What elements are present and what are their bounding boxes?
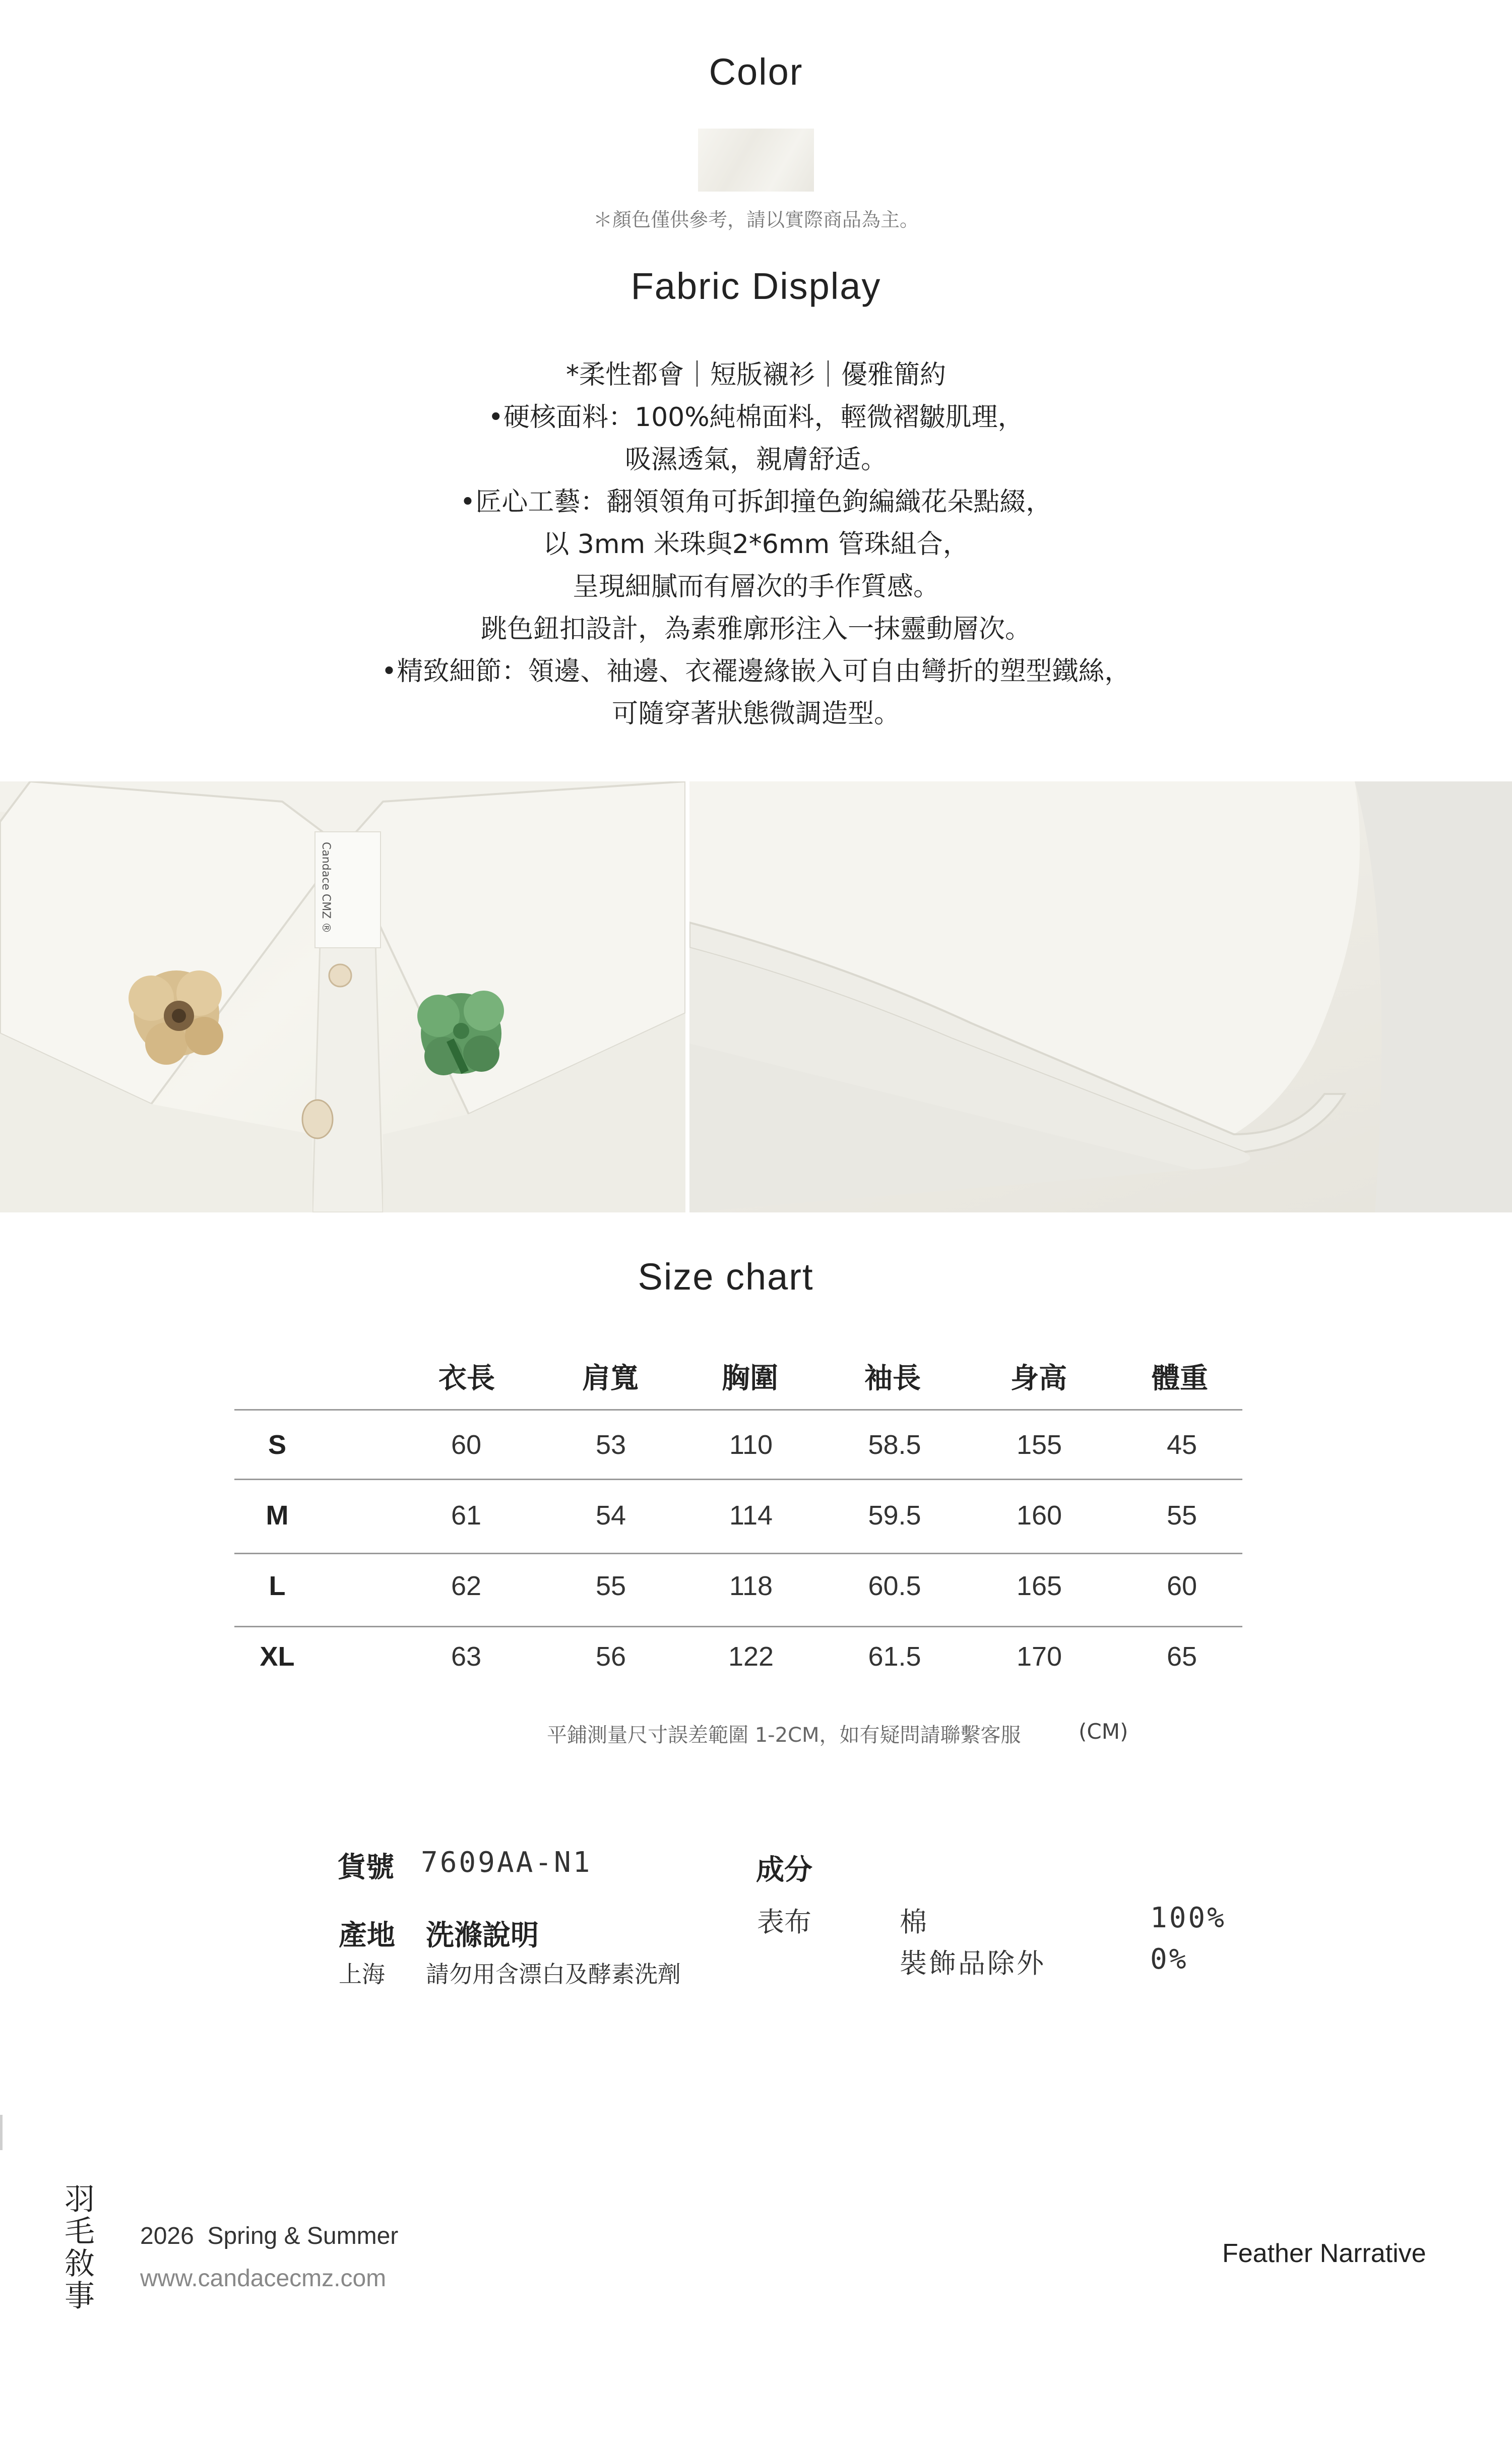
table-divider	[234, 1479, 1242, 1480]
header-sleeve: 袖長	[864, 1362, 921, 1395]
table-cell: 122	[728, 1641, 774, 1672]
color-swatch[interactable]	[698, 129, 814, 192]
size-label: XL	[260, 1641, 295, 1672]
table-cell: 45	[1166, 1430, 1198, 1460]
material-name: 棉	[900, 1906, 927, 1938]
color-note: ＊顏色僅供參考，請以實際商品為主。	[593, 209, 919, 231]
table-cell: 65	[1166, 1641, 1198, 1672]
material-name: 裝飾品除外	[900, 1947, 1046, 1979]
table-row	[0, 1641, 1512, 1676]
composition-label: 成分	[756, 1854, 812, 1886]
table-divider	[234, 1626, 1242, 1627]
fabric-label: 表布	[757, 1906, 811, 1938]
table-cell: 61	[451, 1500, 482, 1531]
material-pct: 100%	[1150, 1902, 1226, 1934]
footer-left-edge-mark	[0, 2115, 3, 2150]
neck-label-text: Candace CMZ ®	[320, 842, 332, 934]
wash-value: 請勿用含漂白及酵素洗劑	[426, 1961, 681, 1988]
table-cell: 53	[595, 1430, 626, 1460]
table-cell: 160	[1016, 1500, 1062, 1531]
table-cell: 59.5	[868, 1500, 921, 1531]
size-label: L	[269, 1571, 286, 1601]
table-cell: 165	[1016, 1571, 1062, 1601]
material-pct: 0%	[1150, 1943, 1188, 1976]
fabric-description	[0, 354, 1512, 735]
table-cell: 114	[729, 1500, 773, 1531]
fabric-line: 吸濕透氣，親膚舒适。	[624, 445, 887, 475]
table-cell: 60	[1166, 1571, 1198, 1601]
table-cell: 56	[595, 1641, 626, 1672]
size-chart-note: 平鋪測量尺寸誤差範圍 1-2CM，如有疑問請聯繫客服	[547, 1724, 1021, 1747]
table-cell: 60	[451, 1430, 482, 1460]
hem-illustration	[689, 781, 1512, 1212]
table-cell: 58.5	[868, 1430, 921, 1460]
series-english-title: Feather Narrative	[1222, 2239, 1426, 2268]
header-height: 身高	[1011, 1362, 1067, 1395]
collar-detail-photo	[0, 781, 685, 1212]
season-text: 2026 Spring & Summer	[140, 2223, 399, 2249]
hem-detail-photo	[689, 781, 1512, 1212]
origin-label: 產地	[339, 1919, 395, 1952]
fabric-title: Fabric Display	[631, 265, 881, 307]
origin-value: 上海	[339, 1961, 385, 1988]
header-length: 衣長	[438, 1362, 495, 1395]
collar-illustration	[0, 781, 685, 1212]
fabric-line: 可隨穿著狀態微調造型。	[611, 699, 900, 729]
green-crochet-flower	[417, 991, 504, 1075]
series-vertical-title: 羽毛敘事	[59, 2183, 95, 2312]
size-label: M	[266, 1500, 289, 1531]
fabric-line: 以 3mm 米珠與2*6mm 管珠組合，	[543, 529, 969, 560]
table-divider	[234, 1409, 1242, 1411]
table-cell: 110	[729, 1430, 773, 1460]
size-chart-unit: (CM)	[1079, 1719, 1128, 1744]
website-link[interactable]: www.candacecmz.com	[140, 2265, 387, 2292]
table-cell: 155	[1016, 1430, 1062, 1460]
table-cell: 61.5	[868, 1641, 921, 1672]
table-row	[0, 1500, 1512, 1535]
table-cell: 55	[595, 1571, 626, 1601]
table-cell: 62	[451, 1571, 482, 1601]
header-weight: 體重	[1152, 1362, 1208, 1395]
item-no-label: 貨號	[338, 1851, 394, 1884]
table-row	[0, 1429, 1512, 1464]
table-row	[0, 1570, 1512, 1606]
table-cell: 60.5	[868, 1571, 921, 1601]
header-chest: 胸圍	[722, 1362, 778, 1395]
table-cell: 170	[1016, 1641, 1062, 1672]
header-shoulder: 肩寬	[582, 1362, 639, 1395]
fabric-line: *柔性都會｜短版襯衫｜優雅簡約	[565, 360, 946, 390]
table-cell: 63	[451, 1641, 482, 1672]
table-cell: 118	[729, 1571, 773, 1601]
table-cell: 54	[595, 1500, 626, 1531]
table-divider	[234, 1553, 1242, 1554]
color-title: Color	[709, 51, 803, 93]
size-label: S	[268, 1430, 287, 1460]
table-cell: 55	[1166, 1500, 1198, 1531]
fabric-line: •匠心工藝：翻領領角可拆卸撞色鉤編織花朵點綴，	[460, 487, 1052, 517]
size-chart-title: Size chart	[638, 1256, 814, 1298]
fabric-line: 跳色鈕扣設計，為素雅廓形注入一抹靈動層次。	[480, 614, 1031, 644]
item-no-value: 7609AA-N1	[421, 1846, 592, 1879]
fabric-line: •精致細節：領邊、袖邊、衣襬邊緣嵌入可自由彎折的塑型鐵絲，	[381, 656, 1131, 687]
wash-label: 洗滌說明	[426, 1919, 539, 1952]
fabric-line: 呈現細膩而有層次的手作質感。	[572, 572, 939, 602]
fabric-line: •硬核面料：100%純棉面料，輕微褶皺肌理，	[488, 402, 1024, 433]
